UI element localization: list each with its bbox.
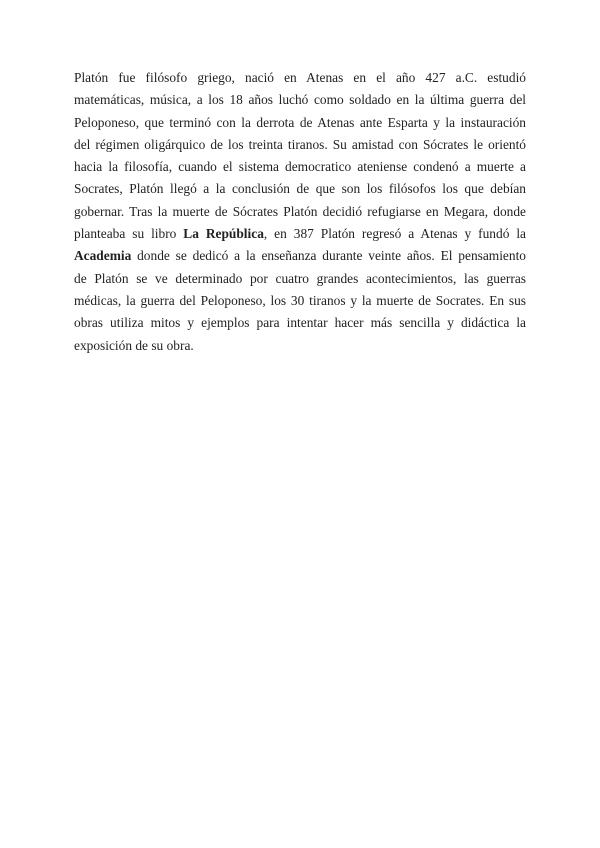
- academia-term: Academia: [74, 248, 132, 264]
- paragraph-line: [74, 112, 526, 134]
- text-run: de Platón se ve determinado por cuatro grandes acontecimientos, las guerras: [74, 270, 526, 286]
- text-run: , en 387 Platón regresó a Atenas y fundó la: [263, 226, 526, 242]
- paragraph-line: [74, 156, 526, 178]
- paragraph-line: [74, 178, 526, 200]
- paragraph-line: [74, 290, 526, 312]
- text-run: Platón fue filósofo griego, nació en Atenas en el año 427 a.C. estudió: [74, 70, 526, 85]
- text-run: obras utiliza mitos y ejemplos para intentar hacer más sencilla y didáctica la: [74, 315, 526, 331]
- text-run: Peloponeso, que terminó con la derrota de Atenas ante Esparta y la instauración: [74, 114, 526, 130]
- body-paragraph: [74, 67, 526, 357]
- paragraph-line: [74, 67, 526, 89]
- paragraph-line: [74, 89, 526, 111]
- paragraph-line: [74, 312, 526, 334]
- paragraph-line: [74, 201, 526, 223]
- text-run: hacia la filosofía, cuando el sistema democratico ateniense condenó a muerte a: [74, 159, 526, 175]
- text-run: gobernar. Tras la muerte de Sócrates Platón decidió refugiarse en Megara, donde: [74, 203, 526, 219]
- text-run: Socrates, Platón llegó a la conclusión de que son los filósofos los que debían: [74, 181, 526, 197]
- book-title-la-republica: La República: [183, 226, 264, 242]
- text-run: matemáticas, música, a los 18 años luchó como soldado en la última guerra del: [74, 92, 526, 108]
- text-run: donde se dedicó a la enseñanza durante veinte años. El pensamiento: [131, 248, 526, 264]
- text-run: médicas, la guerra del Peloponeso, los 30 tiranos y la muerte de Socrates. En sus: [74, 292, 526, 308]
- paragraph-line: [74, 245, 526, 267]
- text-run: del régimen oligárquico de los treinta tiranos. Su amistad con Sócrates le orientó: [74, 136, 526, 152]
- paragraph-line: [74, 268, 526, 290]
- paragraph-line: [74, 223, 526, 245]
- paragraph-line-last: [74, 335, 526, 357]
- text-run: exposición de su obra.: [74, 337, 194, 353]
- text-run: planteaba su libro: [74, 226, 184, 242]
- paragraph-line: [74, 134, 526, 156]
